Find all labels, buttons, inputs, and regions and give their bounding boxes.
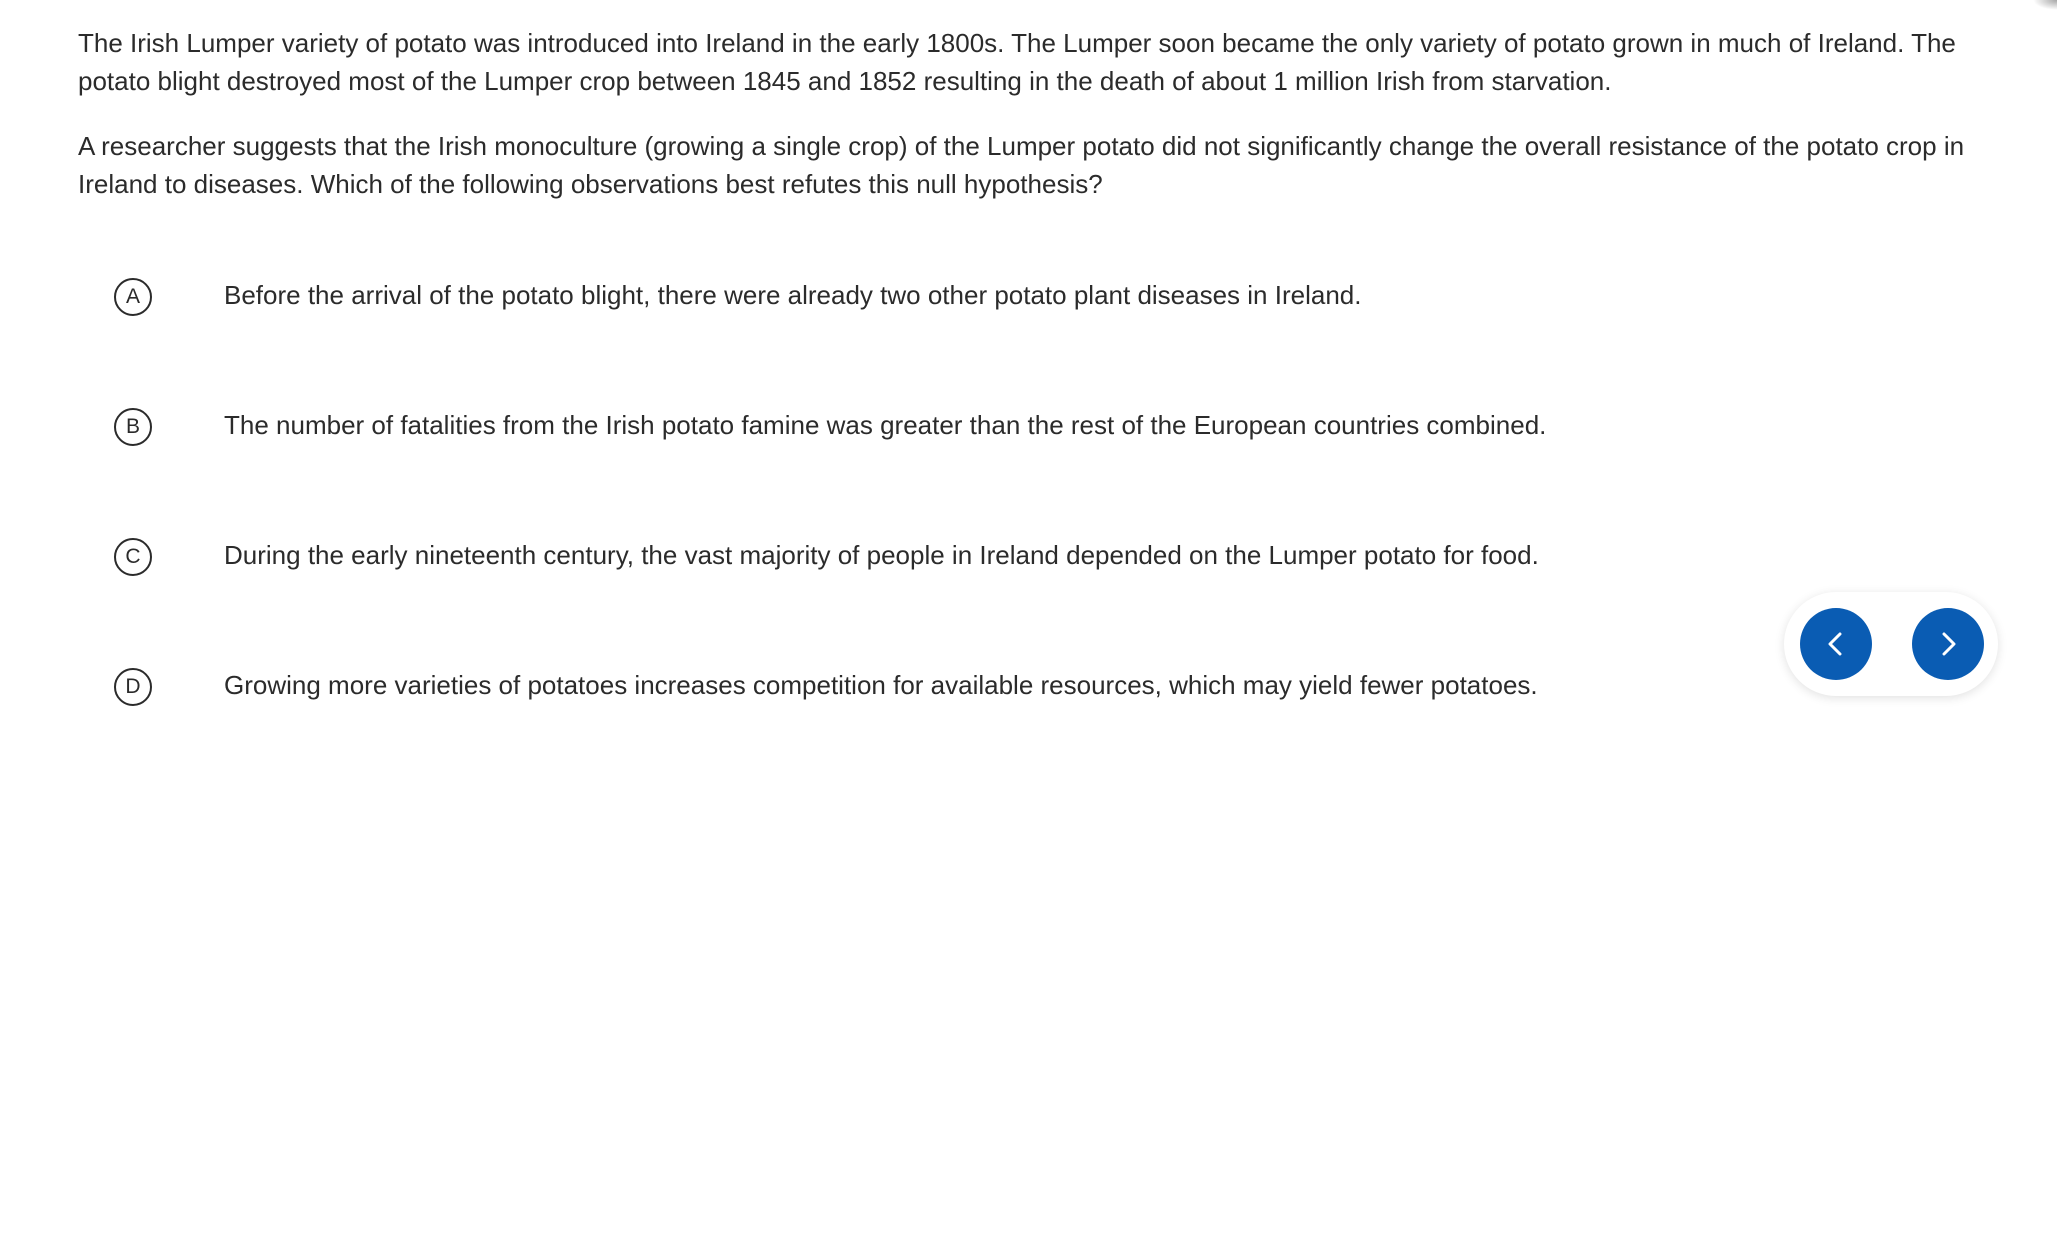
corner-shadow bbox=[2033, 0, 2057, 10]
choice-text-d[interactable]: Growing more varieties of potatoes increases competition for available resources, which may yield fewer potatoes. bbox=[224, 670, 1538, 700]
choice-text-b[interactable]: The number of fatalities from the Irish potato famine was greater than the rest of the European countries combined. bbox=[224, 410, 1547, 440]
chevron-left-icon bbox=[1822, 630, 1850, 658]
answer-choices bbox=[114, 270, 1754, 790]
choice-d[interactable] bbox=[114, 660, 1754, 790]
choice-text-c[interactable]: During the early nineteenth century, the vast majority of people in Ireland depended on the Lumper potato for food. bbox=[224, 540, 1539, 570]
next-button[interactable] bbox=[1912, 608, 1984, 680]
choice-letter-a[interactable]: A bbox=[114, 278, 152, 316]
chevron-right-icon bbox=[1934, 630, 1962, 658]
navigation-controls bbox=[1784, 592, 1998, 696]
question-passage bbox=[78, 24, 1978, 230]
choice-a[interactable] bbox=[114, 270, 1754, 400]
choice-letter-b[interactable]: B bbox=[114, 408, 152, 446]
choice-text-a[interactable]: Before the arrival of the potato blight, there were already two other potato plant diseases in Ireland. bbox=[224, 280, 1362, 310]
passage-paragraph-1: The Irish Lumper variety of potato was introduced into Ireland in the early 1800s. The Lumper soon became the only variety of potato grown in much of Ireland. The potato blight destroyed most of the Lumper crop between 1845 and 1852 resulting in the death of about 1 million Irish from starvation. bbox=[78, 28, 1956, 96]
choice-letter-c[interactable]: C bbox=[114, 538, 152, 576]
choice-letter-d[interactable]: D bbox=[114, 668, 152, 706]
choice-b[interactable] bbox=[114, 400, 1754, 530]
passage-paragraph-2: A researcher suggests that the Irish monoculture (growing a single crop) of the Lumper potato did not significantly change the overall resistance of the potato crop in Ireland to diseases. Which of the following observations best refutes this null hypothesis? bbox=[78, 131, 1965, 199]
choice-c[interactable] bbox=[114, 530, 1754, 660]
previous-button[interactable] bbox=[1800, 608, 1872, 680]
